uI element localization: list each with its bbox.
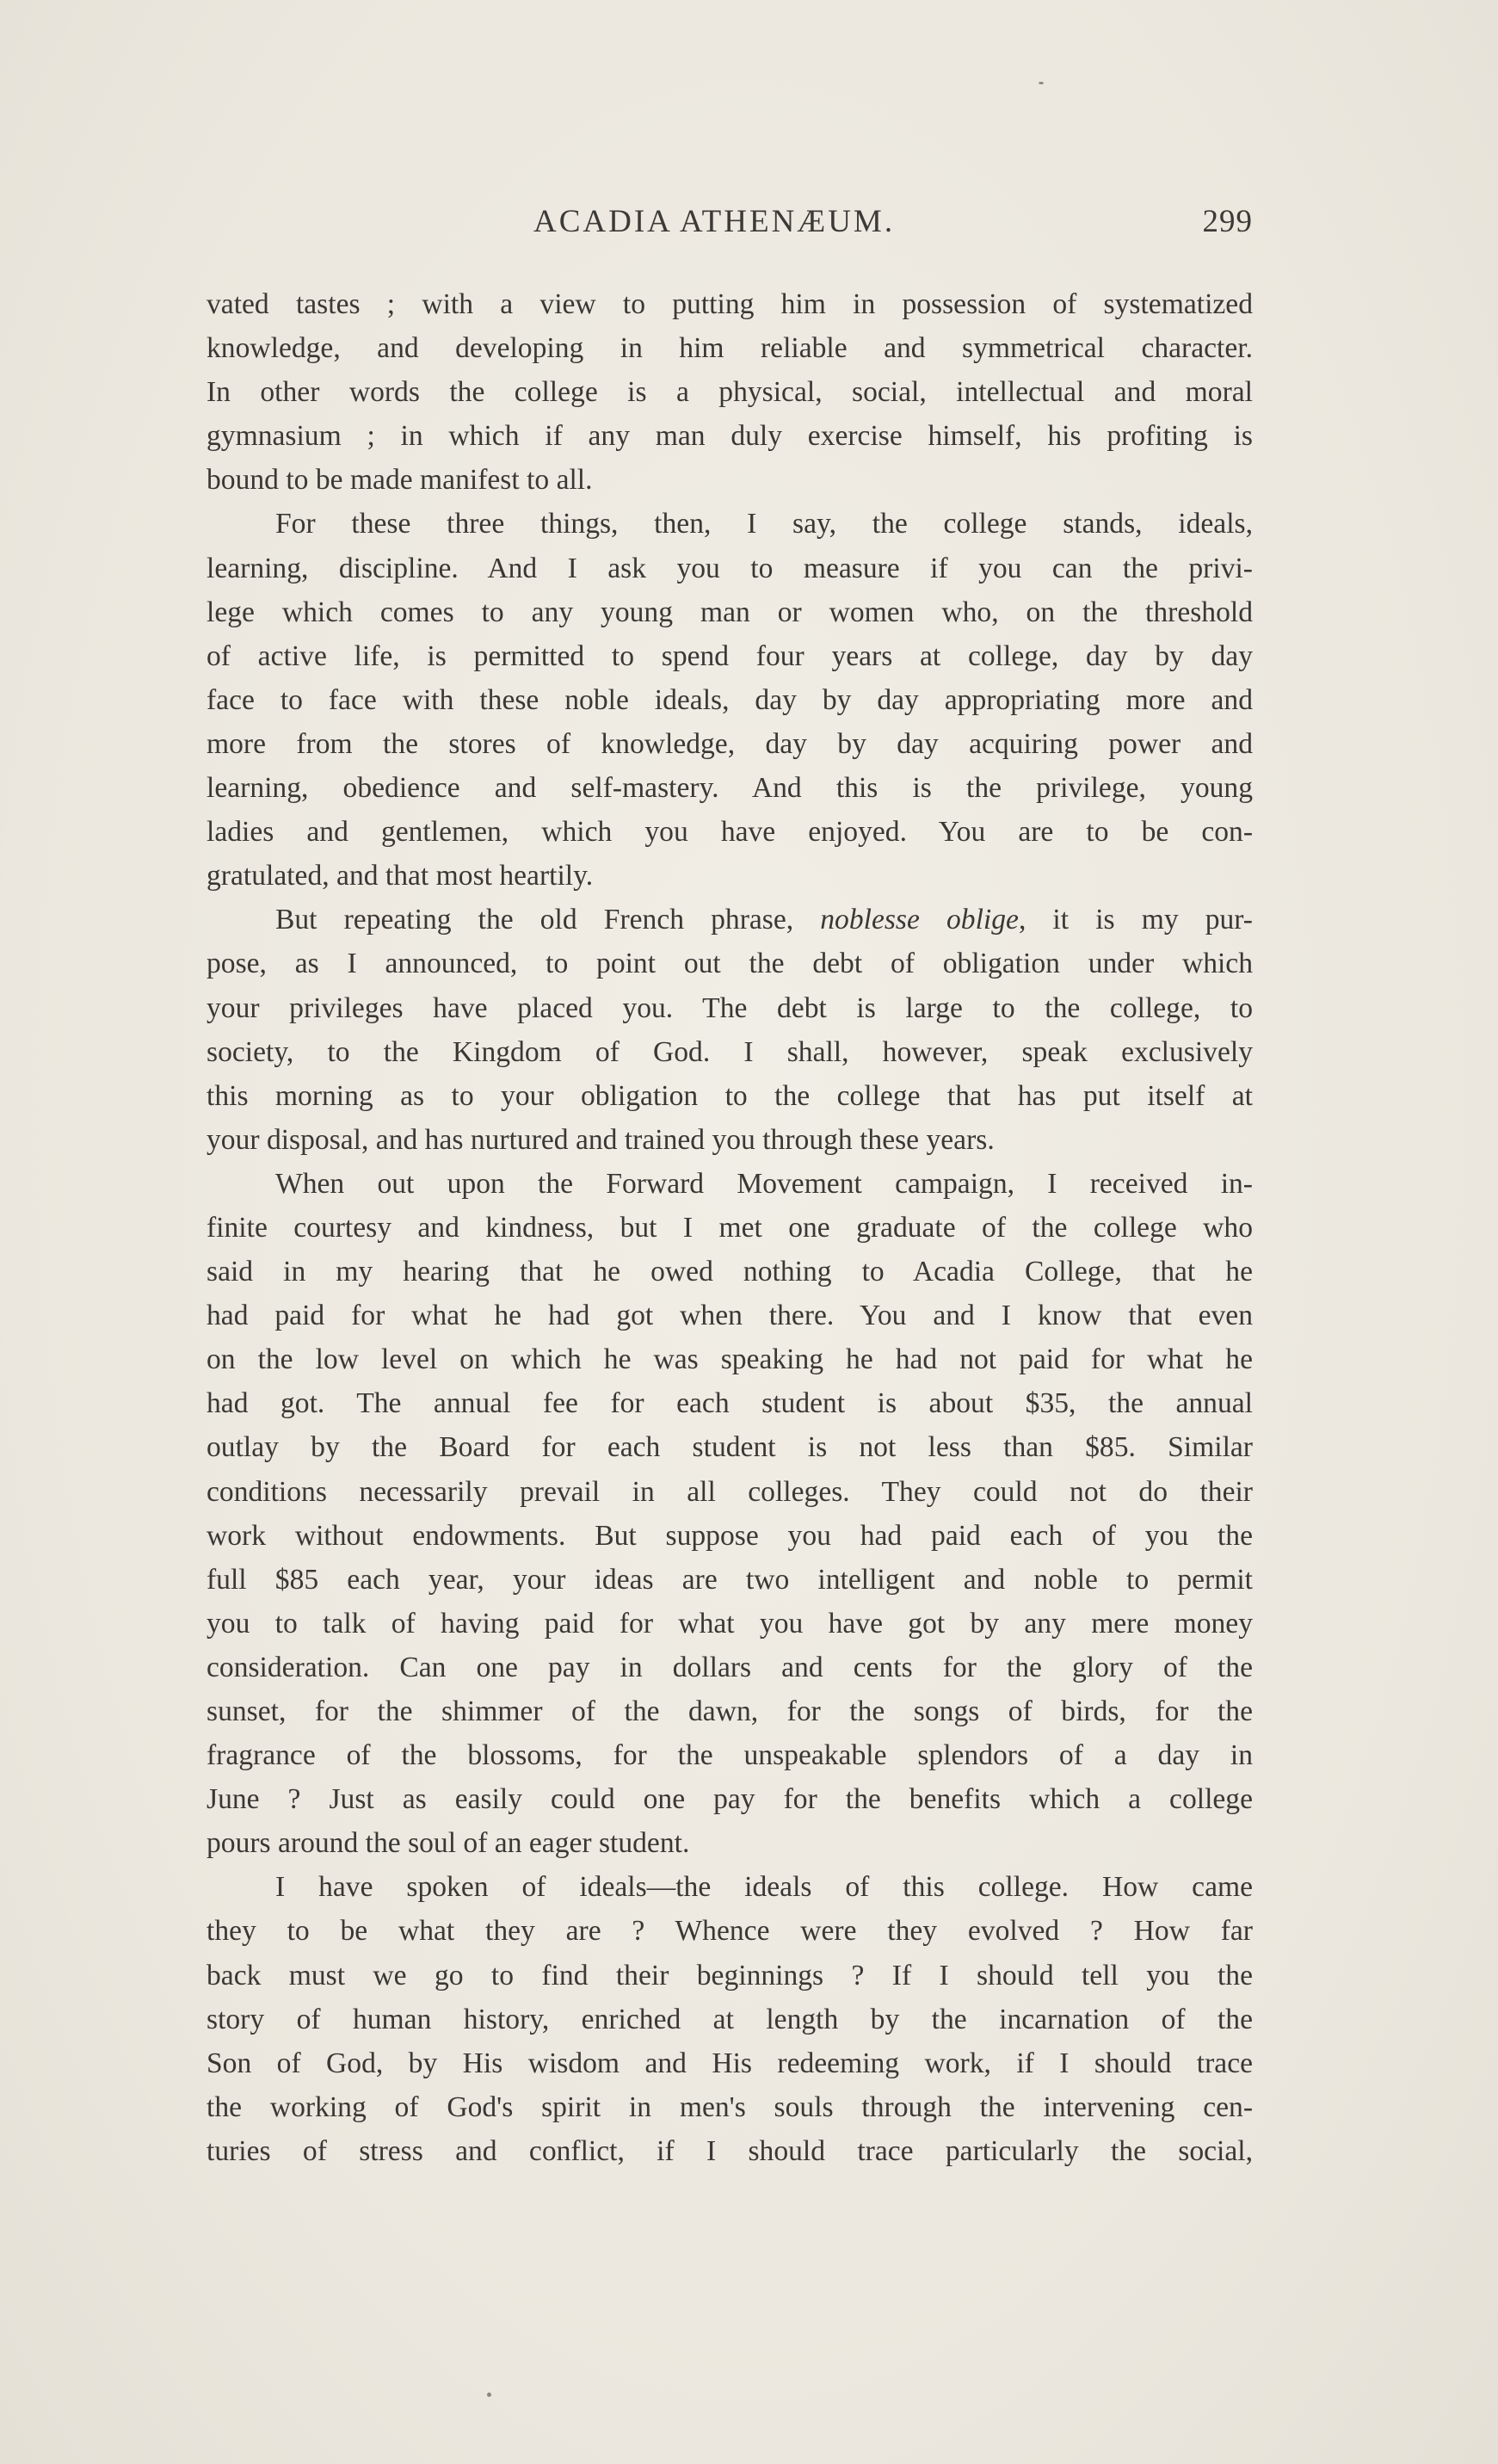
text-line: more from the stores of knowledge, day by day acquiring power and [207, 727, 1253, 760]
running-title: ACADIA ATHENÆUM. [533, 204, 896, 239]
paragraph [207, 1162, 1253, 1866]
text-line: pose, as I announced, to point out the debt of obligation under which [207, 948, 1253, 980]
text-line: outlay by the Board for each student is not less than $85. Similar [207, 1431, 1253, 1464]
text-line: vated tastes ; with a view to putting him in possession of systematized [207, 288, 1253, 320]
text-line: face to face with these noble ideals, day by day appropriating more and [207, 683, 1253, 716]
paragraph [207, 1865, 1253, 2173]
running-head [207, 203, 1253, 246]
text-line: lege which comes to any young man or women who, on the threshold [207, 596, 1253, 628]
body-text [207, 282, 1253, 2173]
text-line: your privileges have placed you. The debt is large to the college, to [207, 991, 1253, 1024]
text-line: gratulated, and that most heartily. [207, 860, 594, 892]
text-line: society, to the Kingdom of God. I shall, however, speak exclusively [207, 1035, 1253, 1068]
paragraph [207, 282, 1253, 502]
text-line: knowledge, and developing in him reliable and symmetrical character. [207, 332, 1253, 365]
text-line: Son of God, by His wisdom and His redeeming work, if I should trace [207, 2047, 1253, 2079]
text-line: When out upon the Forward Movement campaign, I received in- [275, 1167, 1253, 1200]
text-line: fragrance of the blossoms, for the unspeakable splendors of a day in [207, 1739, 1253, 1772]
text-line: ladies and gentlemen, which you have enjoyed. You are to be con- [207, 816, 1253, 849]
text-line: gymnasium ; in which if any man duly exercise himself, his profiting is [207, 420, 1253, 453]
text-line: June ? Just as easily could one pay for the benefits which a college [207, 1783, 1253, 1816]
text-line: story of human history, enriched at length by the incarnation of the [207, 2003, 1253, 2035]
paragraph [207, 502, 1253, 898]
text-line: the working of God's spirit in men's souls through the intervening cen- [207, 2090, 1253, 2123]
text-line: consideration. Can one pay in dollars and cents for the glory of the [207, 1651, 1253, 1683]
text-line: sunset, for the shimmer of the dawn, for the songs of birds, for the [207, 1695, 1253, 1727]
text-line: of active life, is permitted to spend four years at college, day by day [207, 639, 1253, 672]
text-line: full $85 each year, your ideas are two intelligent and noble to permit [207, 1563, 1253, 1596]
paper-speck [1039, 82, 1044, 84]
text-line: said in my hearing that he owed nothing to Acadia College, that he [207, 1256, 1253, 1288]
paper-speck [487, 2393, 491, 2397]
text-line: learning, discipline. And I ask you to measure if you can the privi- [207, 552, 1253, 584]
text-line: on the low level on which he was speaking he had not paid for what he [207, 1343, 1253, 1376]
italic-phrase: noblesse oblige [820, 904, 1019, 936]
page-number: 299 [1202, 204, 1253, 239]
text-line: learning, obedience and self-mastery. And this is the privilege, young [207, 772, 1253, 805]
text-line: In other words the college is a physical, social, intellectual and moral [207, 376, 1253, 409]
text-line: back must we go to find their beginnings ? If I should tell you the [207, 1959, 1253, 1992]
text-line: had paid for what he had got when there. You and I know that even [207, 1300, 1253, 1332]
text-line: your disposal, and has nurtured and trained you through these years. [207, 1123, 995, 1156]
text-line: finite courtesy and kindness, but I met one graduate of the college who [207, 1211, 1253, 1244]
text-line: had got. The annual fee for each student is about $35, the annual [207, 1387, 1253, 1420]
text-line: pours around the soul of an eager student. [207, 1827, 690, 1860]
text-line: But repeating the old French phrase, noblesse oblige, it is my pur- [275, 904, 1253, 936]
text-line: turies of stress and conflict, if I should trace particularly the social, [207, 2134, 1253, 2167]
text-line: this morning as to your obligation to the college that has put itself at [207, 1079, 1253, 1112]
text-line: bound to be made manifest to all. [207, 464, 593, 497]
text-line: I have spoken of ideals—the ideals of this college. How came [275, 1871, 1253, 1904]
text-line: you to talk of having paid for what you have got by any mere money [207, 1607, 1253, 1640]
text-line: they to be what they are ? Whence were they evolved ? How far [207, 1915, 1253, 1948]
text-line: conditions necessarily prevail in all colleges. They could not do their [207, 1475, 1253, 1508]
paragraph [207, 898, 1253, 1162]
text-line: For these three things, then, I say, the college stands, ideals, [275, 508, 1253, 540]
text-line: work without endowments. But suppose you had paid each of you the [207, 1519, 1253, 1552]
